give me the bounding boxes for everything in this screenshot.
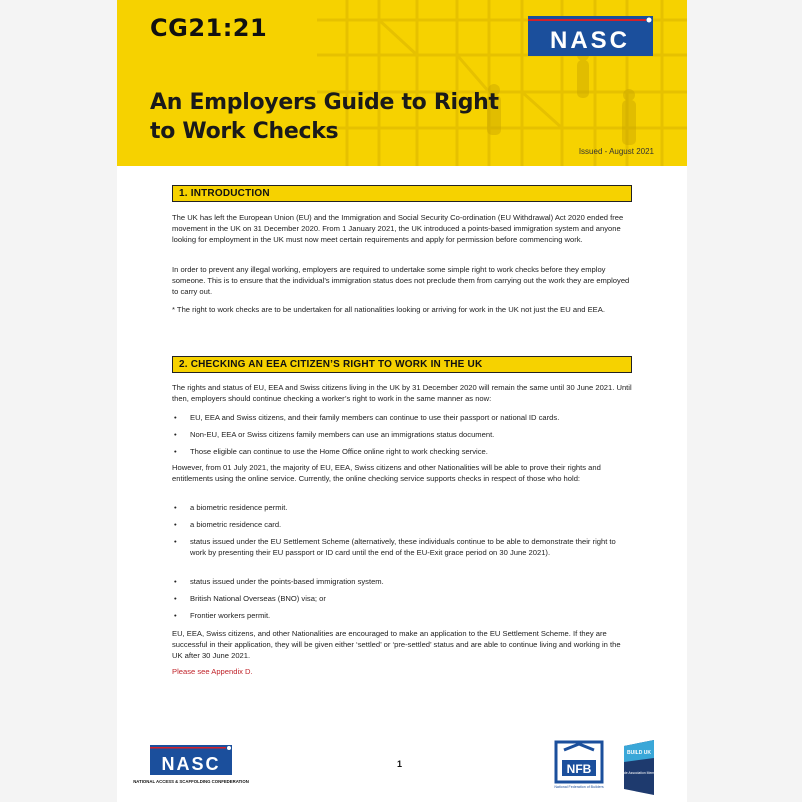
bullet-icon: • <box>174 577 177 586</box>
section-heading-eea-right-to-work: 2. CHECKING AN EEA CITIZEN’S RIGHT TO WORK IN THE UK <box>172 356 632 373</box>
page-number: 1 <box>397 759 403 769</box>
document-page <box>117 0 687 802</box>
svg-text:BUILD UK: BUILD UK <box>627 750 651 756</box>
list-item: • a biometric residence permit. <box>174 503 288 512</box>
nasc-logo <box>528 16 653 56</box>
bullet-icon: • <box>174 503 177 512</box>
header-banner <box>117 0 687 166</box>
svg-text:NATIONAL ACCESS & SCAFFOLDING: NATIONAL ACCESS & SCAFFOLDING CONFEDERATION <box>133 779 249 784</box>
bullet-icon: • <box>174 520 177 529</box>
bullet-icon: • <box>174 594 177 603</box>
footer-nasc-logo <box>133 745 249 791</box>
eea-closing-paragraph: EU, EEA, Swiss citizens, and other Nationalities are encouraged to make an application to the EU Settlement Scheme. If they are successful in their application, they will be given either ‘settled’ or ‘pre-settled’ status and are able to continue living and working in the UK after 30 June 2021. <box>172 629 621 660</box>
section-heading-introduction: 1. INTRODUCTION <box>172 185 632 202</box>
svg-text:NASC: NASC <box>161 754 221 774</box>
svg-text:NASC: NASC <box>549 27 631 54</box>
document-title <box>150 88 530 146</box>
list-item: • status issued under the EU Settlement Scheme (alternatively, these individuals continue to be able to demonstrate their right to work by presenting their EU passport or ID card until the end of the EU-Exit grace period on 30 June 2021). <box>174 537 616 557</box>
intro-note: * The right to work checks are to be undertaken for all nationalities looking or arriving for work in the UK not just the EU and EEA. <box>172 305 605 314</box>
issued-date: Issued - August 2021 <box>578 147 654 156</box>
svg-text:NFB: NFB <box>566 762 592 776</box>
list-item: • Those eligible can continue to use the Home Office online right to work checking service. <box>174 447 488 456</box>
list-item: • Frontier workers permit. <box>174 611 271 620</box>
bullet-icon: • <box>174 611 177 620</box>
bullet-icon: • <box>174 447 177 456</box>
bullet-icon: • <box>174 413 177 422</box>
svg-text:Trade Association Member: Trade Association Member <box>618 771 660 775</box>
intro-paragraph-1: The UK has left the European Union (EU) and the Immigration and Social Security Co-ordination (EU Withdrawal) Act 2020 ended free movement in the UK on 31 December 2020. From 1 January 2021, the UK introduced a points-based immigration system and anyone looking for employment in the UK must now meet certain requirements and apply for permission before commencing work. <box>172 213 624 244</box>
eea-intro-paragraph: The rights and status of EU, EEA and Swiss citizens living in the UK by 31 December 2020 will remain the same until 30 June 2021. Until then, employers should continue checking a worker’s right to work in the same manner as now: <box>172 383 632 403</box>
build-uk-logo <box>618 740 660 795</box>
title-line-2: to Work Checks <box>150 119 339 144</box>
intro-paragraph-2: In order to prevent any illegal working, employers are required to undertake some simple right to work checks before they employ someone. This is to ensure that the individual’s immigration status does not preclude them from carrying out the work they are employed to carry out. <box>172 265 630 296</box>
bullet-icon: • <box>174 537 177 546</box>
list-item: • a biometric residence card. <box>174 520 282 529</box>
title-line-1: An Employers Guide to Right <box>150 90 499 115</box>
svg-text:National Federation of Builder: National Federation of Builders <box>554 785 604 789</box>
list-item: • Non-EU, EEA or Swiss citizens family members can use an immigrations status document. <box>174 430 495 439</box>
list-item: • EU, EEA and Swiss citizens, and their family members can continue to use their passport or national ID cards. <box>174 413 560 422</box>
list-item: • British National Overseas (BNO) visa; or <box>174 594 326 603</box>
eea-middle-paragraph: However, from 01 July 2021, the majority of EU, EEA, Swiss citizens and other Nationalities will be able to prove their rights and entitlements using the online service. Currently, the online checking service supports checks in respect of those who hold: <box>172 463 601 483</box>
document-code: CG21:21 <box>150 14 268 42</box>
nfb-logo <box>554 740 604 790</box>
bullet-icon: • <box>174 430 177 439</box>
list-item: • status issued under the points-based immigration system. <box>174 577 384 586</box>
appendix-d-link[interactable]: Please see Appendix D. <box>172 667 253 676</box>
